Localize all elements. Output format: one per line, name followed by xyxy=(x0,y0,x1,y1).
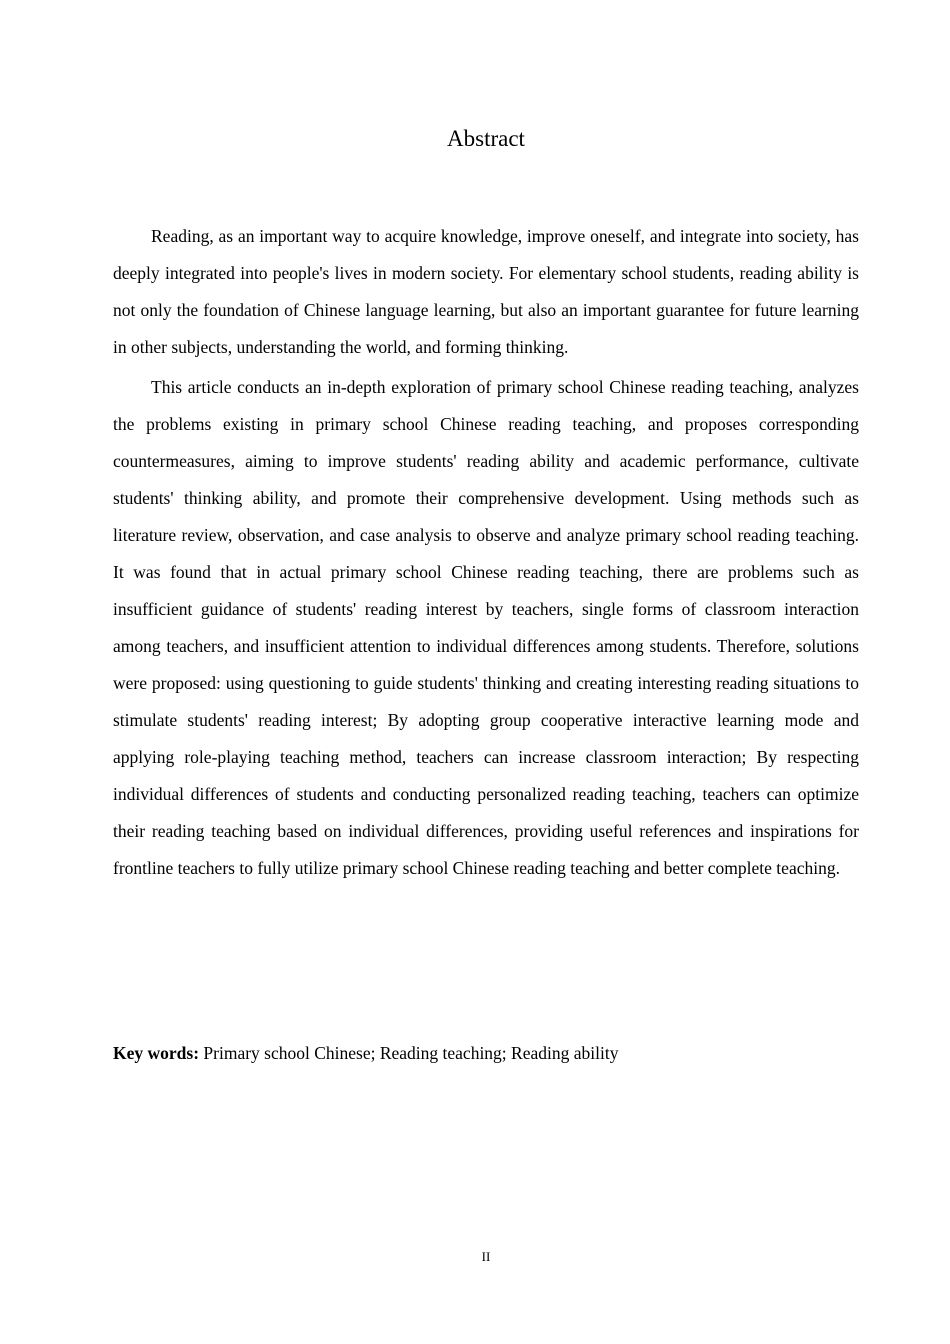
abstract-paragraph-1: Reading, as an important way to acquire knowledge, improve oneself, and integrate into society, has deeply integrated into people's lives in modern society. For elementary school students, reading ability is not only the foundation of Chinese language learning, but also an important guarantee for future learning in other subjects, understanding the world, and forming thinking. xyxy=(113,226,859,357)
abstract-body xyxy=(113,218,859,890)
abstract-paragraph-2: This article conducts an in-depth exploration of primary school Chinese reading teaching, analyzes the problems existing in primary school Chinese reading teaching, and proposes corresponding countermeasures, aiming to improve students' reading ability and academic performance, cultivate students' thinking ability, and promote their comprehensive development. Using methods such as literature review, observation, and case analysis to observe and analyze primary school reading teaching. It was found that in actual primary school Chinese reading teaching, there are problems such as insufficient guidance of students' reading interest by teachers, single forms of classroom interaction among teachers, and insufficient attention to individual differences among students. Therefore, solutions were proposed: using questioning to guide students' thinking and creating interesting reading situations to stimulate students' reading interest; By adopting group cooperative interactive learning mode and applying role-playing teaching method, teachers can increase classroom interaction; By respecting individual differences of students and conducting personalized reading teaching, teachers can optimize their reading teaching based on individual differences, providing useful references and inspirations for frontline teachers to fully utilize primary school Chinese reading teaching and better complete teaching. xyxy=(113,377,859,878)
page-title: Abstract xyxy=(447,126,525,151)
keywords-value: Primary school Chinese; Reading teaching; Reading ability xyxy=(203,1043,619,1063)
keywords-line xyxy=(113,1037,859,1069)
page-number: II xyxy=(481,1249,491,1264)
keywords-label: Key words: xyxy=(113,1043,200,1063)
